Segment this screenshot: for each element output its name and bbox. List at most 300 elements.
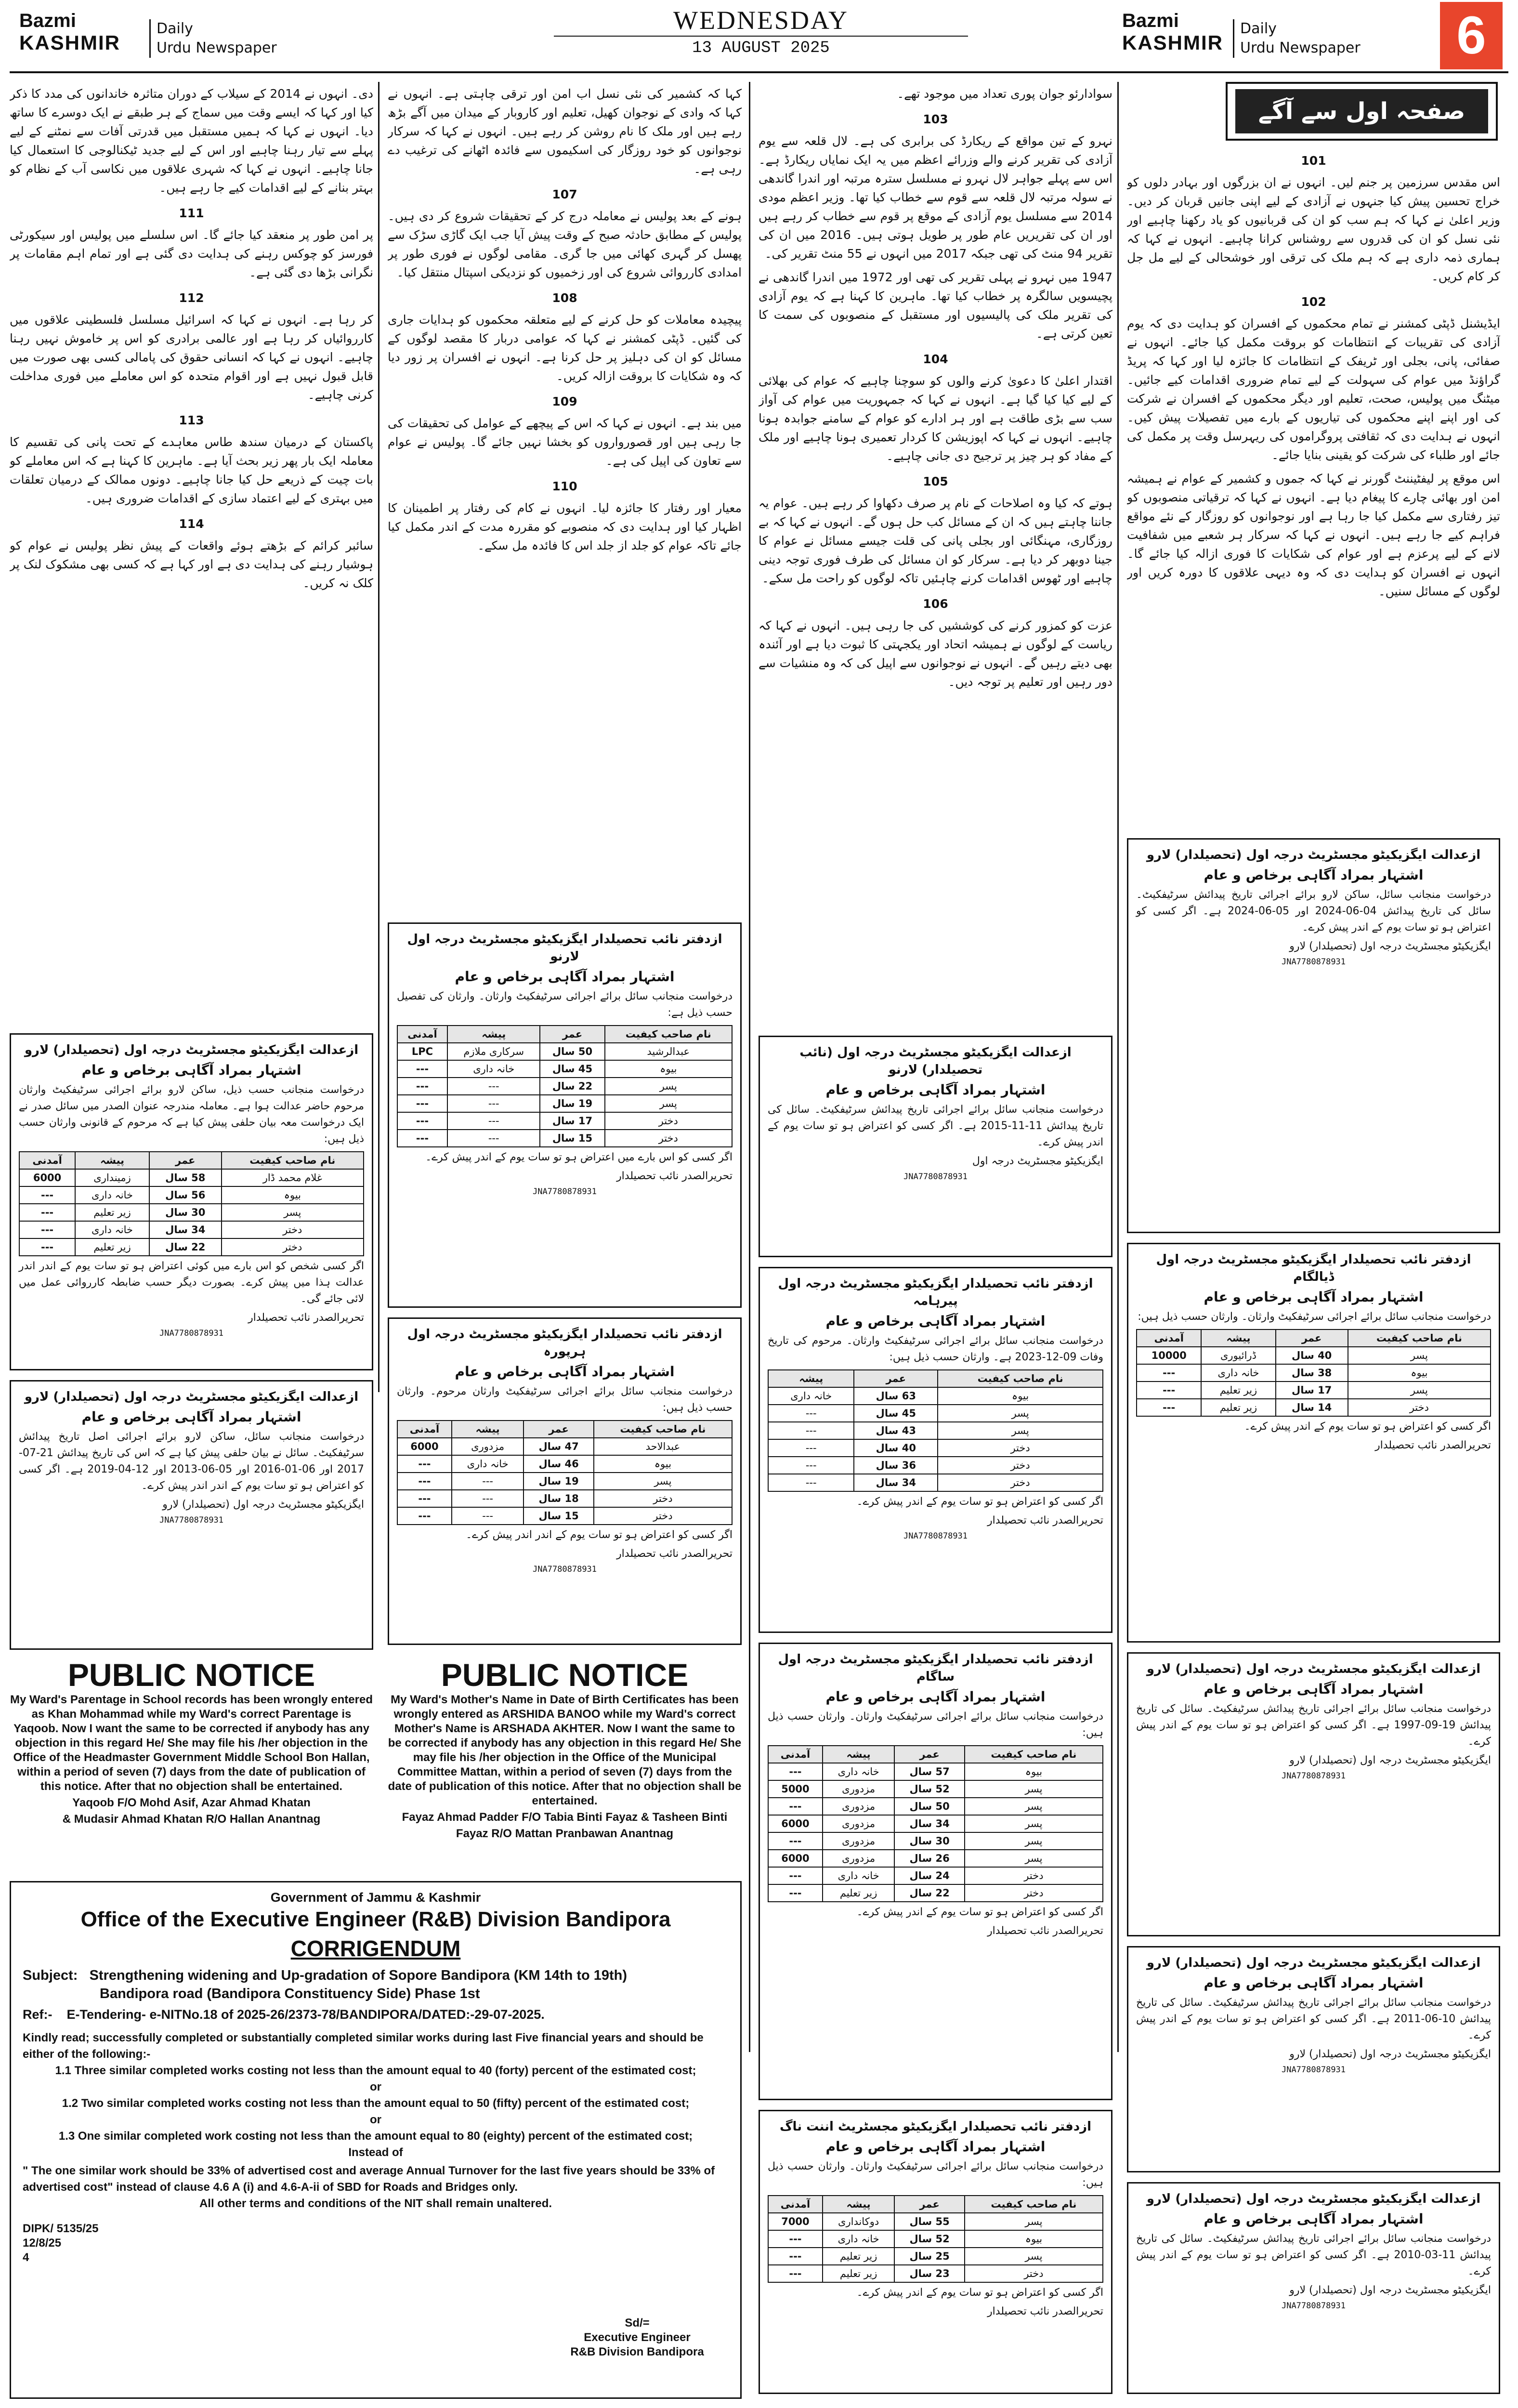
table-cell: 36 سال (854, 1457, 938, 1474)
table-cell: 25 سال (894, 2248, 965, 2265)
public-notice-body: My Ward's Mother's Name in Date of Birth Certificates has been wrongly entered as ARSHIDA BANOO while my Ward's correct Mother's Name is ARSHADA AKHTER. Now I want the same to be corrected if anybody has any objection in this regard He/ She may file his /her objection in the Office of the Municipal Committee Mattan, within a period of seven (7) days from the date of publication of this notice. After that no objection shall be entertained. (388, 1693, 742, 1807)
corr-title: CORRIGENDUM (290, 1936, 461, 1961)
corr-subject (23, 1966, 729, 2003)
notice-court: ازدفتر نائب تحصیلدار ایگزیکیٹو مجسٹریٹ اننت ناگ (779, 2119, 1092, 2134)
table-cell: بیوہ (594, 1455, 732, 1473)
table-header-cell: آمدنی (397, 1421, 452, 1438)
table-header-cell: نام صاحب کیفیت (965, 1746, 1103, 1763)
sub-line2: Urdu Newspaper (157, 39, 277, 56)
table-cell: بیوہ (605, 1060, 733, 1078)
table-cell: 52 سال (894, 2230, 965, 2248)
notice-body: درخواست منجانب سائل برائے اجرائی سرٹیفکیٹ وارثان مرحوم۔ وارثان حسب ذیل ہیں: (397, 1385, 733, 1414)
date-label: 13 AUGUST 2025 (692, 39, 830, 57)
table-row (397, 1473, 732, 1490)
notice-heading: اشتہار بمراد آگاہی برخاص و عام (81, 1409, 301, 1425)
story-paragraph: معیار اور رفتار کا جائزہ لیا۔ انہوں نے کام کی رفتار پر اطمینان کا اظہار کیا اور ہدایت دی کہ منصوبے کو مقررہ مدت کے اندر مکمل کیا جائے تاکہ عوام کو جلد از جلد اس کا فائدہ مل سکے۔ (388, 501, 742, 553)
public-notice-body: My Ward's Parentage in School records has been wrongly entered as Khan Mohammad while my Ward's correct Parentage is Yaqoob. Now I want the same to be corrected if anybody has any objection in this regard He/ She may file his /her objection in the Office of the Headmaster Government Middle School Bon Hallan, within a period of seven (7) days from the date of publication of this notice. After that no objection shall be entertained. (10, 1693, 373, 1793)
column-divider (749, 82, 750, 2052)
table-cell: مزدوری (452, 1438, 523, 1455)
story-number: 111 (179, 206, 204, 220)
table-row (768, 1387, 1103, 1405)
table-header-cell: پیشہ (768, 1370, 854, 1387)
table-row (768, 1832, 1103, 1850)
table-cell: 56 سال (149, 1186, 222, 1204)
notice-signature: ایگزیکیٹو مجسٹریٹ درجہ اول (تحصیلدار) لارو (1289, 2284, 1491, 2296)
table-cell: مزدوری (823, 1832, 894, 1850)
table-cell: پسر (605, 1095, 733, 1112)
table-cell: 6000 (768, 1815, 823, 1832)
table-cell: --- (768, 1422, 854, 1439)
table-cell: خانہ داری (75, 1186, 149, 1204)
table-cell: زیر تعلیم (823, 2265, 894, 2282)
sub-line1: Daily (157, 20, 193, 37)
notice-heading: اشتہار بمراد آگاہی برخاص و عام (455, 1364, 675, 1380)
table-header-cell: آمدنی (1137, 1329, 1201, 1347)
page-number: 6 (1440, 2, 1503, 69)
table-cell: بیوہ (1348, 1364, 1491, 1382)
table-cell: دختر (222, 1221, 364, 1238)
table-cell: 52 سال (894, 1780, 965, 1798)
table-header-row (1137, 1329, 1491, 1347)
story-number: 101 (1301, 154, 1326, 168)
column-4 (10, 84, 373, 1024)
story-paragraph: کر رہا ہے۔ انہوں نے کہا کہ اسرائیل مسلسل فلسطینی علاقوں میں کارروائیاں کر رہا ہے اور عالمی برادری کو اس پر خاموش نہیں رہنا چاہیے۔ انہوں نے کہا کہ انسانی حقوق کی پامالی کسی بھی صورت میں قابل قبول نہیں ہے اور اقوام متحدہ کو اس معاملے میں فوری مداخلت کرنی چاہیے۔ (10, 313, 373, 402)
table-header-cell: پیشہ (75, 1152, 149, 1169)
table-cell: --- (452, 1473, 523, 1490)
notice-footer: اگر کسی کو اعتراض ہو تو سات یوم کے اندر پیش کرے۔ (856, 1496, 1103, 1508)
table-cell: 50 سال (894, 1798, 965, 1815)
table-cell: پسر (594, 1473, 732, 1490)
notice-signature: تحریرالصدر نائب تحصیلدار (616, 1170, 733, 1182)
table-cell: دختر (965, 2265, 1103, 2282)
legal-notice (1127, 2182, 1500, 2394)
table-cell: خانہ داری (823, 2230, 894, 2248)
story-number: 114 (179, 517, 204, 531)
notice-heading: اشتہار بمراد آگاہی برخاص و عام (1204, 1289, 1424, 1305)
table-cell: --- (1137, 1382, 1201, 1399)
table-cell: 22 سال (894, 1884, 965, 1902)
table-row (768, 1405, 1103, 1422)
notice-signature: ایگزیکیٹو مجسٹریٹ درجہ اول (تحصیلدار) لارو (1289, 1754, 1491, 1766)
notice-court: ازدفتر نائب تحصیلدار ایگزیکیٹو مجسٹریٹ درجہ اول ساگام (778, 1652, 1093, 1684)
table-cell: 58 سال (149, 1169, 222, 1186)
table-cell: پسر (605, 1078, 733, 1095)
masthead-rule (10, 71, 1508, 73)
notice-court: ازعدالت ایگزیکیٹو مجسٹریٹ درجہ اول (نائب تحصیلدار) لارنو (799, 1045, 1072, 1077)
table-cell: خانہ داری (823, 1867, 894, 1884)
table-row (397, 1078, 732, 1095)
table-cell: خانہ داری (75, 1221, 149, 1238)
heirs-table (768, 1369, 1103, 1492)
table-cell: --- (768, 2230, 823, 2248)
table-row (768, 1867, 1103, 1884)
story-paragraph: پر امن طور پر منعقد کیا جائے گا۔ اس سلسلے میں پولیس اور سیکورٹی فورسز کو چوکس رہنے کی ہدایت دی گئی ہے اور تمام اہم مقامات پر نگرانی بڑھا دی گئی ہے۔ (10, 228, 373, 279)
corrigendum (10, 1881, 742, 2399)
story-number: 104 (923, 352, 948, 366)
table-cell: 46 سال (523, 1455, 594, 1473)
table-cell: دختر (222, 1238, 364, 1256)
notice-heading: اشتہار بمراد آگاہی برخاص و عام (1204, 1681, 1424, 1697)
table-cell: عبدالاحد (594, 1438, 732, 1455)
table-header-row (768, 2196, 1103, 2213)
table-cell: --- (397, 1507, 452, 1525)
corr-intro: Kindly read; successfully completed or substantially completed similar works during last Five financial years and should be either of the following:- (23, 2031, 704, 2061)
story-paragraph: میں بند ہے۔ انہوں نے کہا کہ اس کے پیچھے کے عوامل کی تحقیقات کی جا رہی ہیں اور قصورواروں کو بخشا نہیں جائے گا۔ پولیس نے عوام سے تعاون کی اپیل کی ہے۔ (388, 416, 742, 468)
table-header-cell: پیشہ (1201, 1329, 1275, 1347)
notice-code: JNA7780878931 (1281, 2301, 1346, 2311)
table-row (397, 1060, 732, 1078)
corr-ref-text: E-Tendering- e-NITNo.18 of 2025-26/2373-78/BANDIPORA/DATED:-29-07-2025. (66, 2007, 545, 2022)
notice-heading: اشتہار بمراد آگاہی برخاص و عام (825, 1082, 1046, 1098)
table-row (768, 1457, 1103, 1474)
table-row (768, 2213, 1103, 2230)
table-cell: --- (447, 1078, 540, 1095)
table-cell: --- (19, 1204, 75, 1221)
table-cell: --- (397, 1455, 452, 1473)
story-paragraph: سوادارئو جوان پوری تعداد میں موجود تھے۔ (897, 87, 1112, 101)
table-cell: زمینداری (75, 1169, 149, 1186)
table-cell: 30 سال (894, 1832, 965, 1850)
table-row (768, 2265, 1103, 2282)
table-cell: 19 سال (523, 1473, 594, 1490)
table-row (397, 1438, 732, 1455)
table-cell: خانہ داری (447, 1060, 540, 1078)
legal-notice (1127, 838, 1500, 1233)
legal-notice (759, 1267, 1112, 1633)
notice-body: درخواست منجانب سائل برائے اجرائی تاریخ پیدائش سرٹیفکیٹ۔ سائل کی تاریخ پیدائش 11-03-2010 ہے۔ اگر کسی کو اعتراض ہو تو سات یوم کے اندر پیش کرے۔ (1136, 2233, 1491, 2277)
corr-unaltered: All other terms and conditions of the NIT shall remain unaltered. (199, 2197, 552, 2210)
notice-code: JNA7780878931 (1281, 2065, 1346, 2075)
notice-code: JNA7780878931 (532, 1187, 597, 1197)
table-cell: 45 سال (540, 1060, 604, 1078)
public-notice-sign: Fayaz Ahmad Padder F/O Tabia Binti Fayaz & Tasheen Binti (402, 1811, 728, 1824)
table-cell: 14 سال (1276, 1399, 1348, 1416)
table-cell: خانہ داری (768, 1387, 854, 1405)
table-row (19, 1238, 364, 1256)
table-cell: --- (768, 2248, 823, 2265)
story-number: 106 (923, 597, 948, 611)
sub-line2-right: Urdu Newspaper (1240, 39, 1361, 56)
table-header-row (768, 1746, 1103, 1763)
corr-or: or (370, 2080, 381, 2093)
table-header-cell: عمر (894, 2196, 965, 2213)
table-cell: --- (768, 1884, 823, 1902)
table-cell: بیوہ (938, 1387, 1103, 1405)
table-cell: پسر (938, 1422, 1103, 1439)
notice-heading: اشتہار بمراد آگاہی برخاص و عام (825, 2139, 1046, 2155)
legal-notice (1127, 1243, 1500, 1643)
table-cell: --- (768, 1405, 854, 1422)
table-cell: مزدوری (823, 1815, 894, 1832)
story-paragraph: اس مقدس سرزمین پر جنم لیں۔ انہوں نے ان بزرگوں اور بہادر دلوں کو خراج تحسین پیش کیا جنہوں نے آزادی کے لیے اپنی جانیں قربان کر دیں۔ وزیر اعلیٰ نے کہا کہ ہم سب کو ان کی قربانیوں کو یاد رکھنا چاہیے اور نئی نسل کو ان کی قدروں سے روشناس کرانا چاہیے۔ انہوں نے کہا کہ ہماری ذمہ داری ہے کہ ہم ملک کی ترقی اور خوشحالی کے لیے مل جل کر کام کریں۔ (1127, 175, 1500, 283)
notice-court: ازدفتر نائب تحصیلدار ایگزیکیٹو مجسٹریٹ درجہ اول ڈیالگام (1156, 1252, 1471, 1284)
notice-footer: اگر کسی کو اعتراض ہو تو سات یوم کے اندر اندر پیش کرے۔ (466, 1529, 733, 1541)
table-header-cell: نام صاحب کیفیت (1348, 1329, 1491, 1347)
table-cell: 23 سال (894, 2265, 965, 2282)
story-number: 109 (552, 395, 577, 408)
legal-notice (759, 1643, 1112, 2100)
table-row (1137, 1347, 1491, 1364)
notice-court: ازدفتر نائب تحصیلدار ایگزیکیٹو مجسٹریٹ درجہ اول ہرپورہ (407, 1327, 722, 1359)
table-header-cell: نام صاحب کیفیت (938, 1370, 1103, 1387)
table-cell: --- (768, 1867, 823, 1884)
table-row (768, 1422, 1103, 1439)
table-row (19, 1169, 364, 1186)
table-row (19, 1221, 364, 1238)
notice-court: ازدفتر نائب تحصیلدار ایگزیکیٹو مجسٹریٹ درجہ اول پیرہامہ (778, 1276, 1093, 1308)
story-paragraph: اقتدار اعلیٰ کا دعویٰ کرنے والوں کو سوچنا چاہیے کہ عوام کی بھلائی کے لیے کیا کیا گیا ہے۔ انہوں نے کہا کہ جمہوریت میں عوام کی آواز سب سے بڑی طاقت ہے اور ہر ادارے کو عوام کے سامنے جوابدہ ہونا چاہیے۔ انہوں نے کہا کہ اپوزیشن کا کردار تعمیری ہونا چاہیے اور ملک کے مفاد کو ہر چیز پر ترجیح دی جانی چاہیے۔ (759, 374, 1112, 463)
corr-office: Office of the Executive Engineer (R&B) Division Bandipora (80, 1908, 671, 1931)
notice-body: درخواست منجانب سائل برائے اجرائی تاریخ پیدائش سرٹیفکیٹ۔ سائل کی تاریخ پیدائش 19-09-1997 ہے۔ اگر کسی کو اعتراض ہو تو سات یوم کے اندر پیش کرے۔ (1136, 1703, 1491, 1748)
table-cell: زیر تعلیم (75, 1238, 149, 1256)
sub-line1-right: Daily (1240, 20, 1277, 37)
table-cell: 40 سال (1276, 1347, 1348, 1364)
corr-quote: " The one similar work should be 33% of advertised cost and average Annual Turnover for the last five years should be 33% of advertised cost" instead of clause 4.6 A (i) and 4.6-A-ii of SBD for Roads and Bridges only. (23, 2164, 715, 2194)
table-cell: --- (768, 1439, 854, 1457)
story-number: 105 (923, 474, 948, 488)
notice-footer: اگر کسی کو اس بارے میں اعتراض ہو تو سات یوم کے اندر پیش کرے۔ (425, 1151, 733, 1163)
table-row (768, 1815, 1103, 1832)
table-cell: دختر (938, 1457, 1103, 1474)
table-cell: غلام محمد ڈار (222, 1169, 364, 1186)
corr-sd: Sd/= (625, 2316, 650, 2329)
public-notice-title: PUBLIC NOTICE (441, 1657, 689, 1693)
table-cell: پسر (965, 1798, 1103, 1815)
story-paragraph: پاکستان کے درمیان سندھ طاس معاہدے کے تحت پانی کی تقسیم کا معاملہ ایک بار پھر زیر بحث آیا ہے۔ ماہرین کا کہنا ہے کہ اس معاملے کو بات چیت کے ذریعے حل کیا جانا چاہیے۔ دونوں ممالک کے درمیان تعلقات میں بہتری کے لیے اعتماد سازی کے اقدامات ضروری ہیں۔ (10, 435, 373, 505)
story-paragraph: ہوتے کہ کیا وہ اصلاحات کے نام پر صرف دکھاوا کر رہے ہیں۔ عوام یہ جاننا چاہتے ہیں کہ ان کے مسائل کب حل ہوں گے۔ انہوں نے کہا کہ بے روزگاری، مہنگائی اور بجلی پانی کی قلت جیسے مسائل نے عوام کا جینا دوبھر کر دیا ہے۔ سرکار کو ان مسائل کی طرف فوری توجہ دینی چاہیے اور ٹھوس اقدامات کرنے چاہئیں تاکہ لوگوں کو راحت مل سکے۔ (759, 496, 1112, 585)
notice-footer: اگر کسی شخص کو اس بارے میں کوئی اعتراض ہو تو سات یوم کے اندر اندر عدالت ہذا میں پیش کرے۔ بصورت دیگر حسب ضابطہ کارروائی عمل میں لائی جائے گی۔ (19, 1260, 364, 1305)
table-cell: 7000 (768, 2213, 823, 2230)
table-cell: پسر (965, 1815, 1103, 1832)
table-cell: 47 سال (523, 1438, 594, 1455)
table-cell: دختر (965, 1867, 1103, 1884)
table-cell: دختر (605, 1130, 733, 1147)
table-cell: 17 سال (1276, 1382, 1348, 1399)
table-header-cell: پیشہ (447, 1026, 540, 1043)
corr-signature (550, 2316, 724, 2359)
table-cell: 34 سال (854, 1474, 938, 1491)
table-cell: 40 سال (854, 1439, 938, 1457)
story-paragraph: ہونے کے بعد پولیس نے معاملہ درج کر کے تحقیقات شروع کر دی ہیں۔ پولیس کے مطابق حادثہ صبح کے وقت پیش آیا جب ایک گاڑی سڑک سے پھسل کر گہری کھائی میں جا گری۔ مقامی لوگوں نے فوری طور پر امدادی کارروائی شروع کی اور زخمیوں کو نزدیکی اسپتال منتقل کیا۔ (388, 209, 742, 279)
masthead-right (1122, 10, 1411, 67)
masthead-left (19, 10, 308, 67)
notice-body: درخواست منجانب سائل برائے اجرائی تاریخ پیدائش سرٹیفکیٹ۔ سائل کی تاریخ پیدائش 11-11-2015 ہے۔ اگر کسی کو اعتراض ہو تو سات یوم کے اندر پیش کرے۔ (768, 1104, 1103, 1148)
notice-body: درخواست منجانب سائل برائے اجرائی سرٹیفکیٹ وارثان۔ وارثان حسب ذیل ہیں: (1138, 1311, 1491, 1323)
table-cell: سرکاری ملازم (447, 1043, 540, 1060)
table-row (768, 1763, 1103, 1780)
table-row (397, 1130, 732, 1147)
table-cell: --- (19, 1186, 75, 1204)
table-row (397, 1043, 732, 1060)
table-cell: ڈرائیوری (1201, 1347, 1275, 1364)
table-cell: 6000 (397, 1438, 452, 1455)
notice-signature: ایگزیکیٹو مجسٹریٹ درجہ اول (972, 1155, 1103, 1167)
column-1 (1127, 145, 1500, 829)
table-header-cell: نام صاحب کیفیت (222, 1152, 364, 1169)
table-header-cell: پیشہ (452, 1421, 523, 1438)
table-row (768, 1780, 1103, 1798)
story-paragraph: دی۔ انہوں نے 2014 کے سیلاب کے دوران متاثرہ خاندانوں کی مدد کا ذکر کیا اور کہا کہ ایسے وقت میں سماج کے ہر طبقے نے ایک دوسرے کا ساتھ دیا۔ انہوں نے کہا کہ ہمیں مستقبل میں قدرتی آفات سے نمٹنے کے لیے پہلے سے تیار رہنا چاہیے اور اس کے لیے جدید ٹیکنالوجی کا استعمال کیا جانا چاہیے۔ انہوں نے کہا کہ شہری علاقوں میں نکاسی آب کے نظام کو بہتر بنانے کے لیے اقدامات کیے جا رہے ہیں۔ (10, 87, 373, 195)
table-header-row (19, 1152, 364, 1169)
masthead-date (554, 5, 968, 63)
table-row (397, 1095, 732, 1112)
legal-notice (1127, 1652, 1500, 1936)
table-header-cell: آمدنی (19, 1152, 75, 1169)
table-row (1137, 1399, 1491, 1416)
notice-body: درخواست منجانب سائل برائے اجرائی سرٹیفکیٹ وارثان۔ وارثان حسب ذیل ہیں: (768, 1711, 1103, 1739)
notice-court: ازعدالت ایگزیکیٹو مجسٹریٹ درجہ اول (تحصیلدار) لارو (1146, 848, 1481, 862)
story-paragraph: پیچیدہ معاملات کو حل کرنے کے لیے متعلقہ محکموں کو ہدایات جاری کی گئیں۔ ڈپٹی کمشنر نے کہا کہ عوامی دربار کا مقصد لوگوں کے مسائل کو ان کی دہلیز پر حل کرنا ہے۔ انہوں نے افسران پر زور دیا کہ وہ شکایات کا بروقت ازالہ کریں۔ (388, 313, 742, 383)
table-cell: دختر (605, 1112, 733, 1130)
table-cell: --- (768, 1798, 823, 1815)
table-cell: 55 سال (894, 2213, 965, 2230)
table-cell: 24 سال (894, 1867, 965, 1884)
table-header-cell: نام صاحب کیفیت (965, 2196, 1103, 2213)
notice-signature: تحریرالصدر نائب تحصیلدار (616, 1548, 733, 1560)
table-cell: دختر (965, 1884, 1103, 1902)
table-cell: دختر (1348, 1399, 1491, 1416)
heirs-table (768, 2195, 1103, 2283)
table-header-cell: عمر (149, 1152, 222, 1169)
notice-footer: اگر کسی کو اعتراض ہو تو سات یوم کے اندر پیش کرے۔ (856, 2287, 1103, 2299)
table-cell: مزدوری (823, 1850, 894, 1867)
table-header-cell: نام صاحب کیفیت (594, 1421, 732, 1438)
story-number: 103 (923, 112, 948, 126)
table-cell: دختر (594, 1490, 732, 1507)
corr-copies: 4 (23, 2251, 29, 2264)
table-cell: 17 سال (540, 1112, 604, 1130)
table-row (768, 1884, 1103, 1902)
table-cell: --- (1137, 1364, 1201, 1382)
story-paragraph: اس موقع پر لیفٹیننٹ گورنر نے کہا کہ جموں و کشمیر کے عوام نے ہمیشہ امن اور بھائی چارے کا پیغام دیا ہے۔ انہوں نے کہا کہ ترقیاتی منصوبوں کو تیز رفتاری سے مکمل کیا جا رہا ہے اور نوجوانوں کو روزگار کے نئے مواقع فراہم کیے جا رہے ہیں۔ انہوں نے کہا کہ سرکار ہر شعبے میں شفافیت لانے کے لیے پرعزم ہے اور عوام کی شکایات کا فوری ازالہ کیا جائے گا۔ انہوں نے افسران کو ہدایت دی کہ وہ دیہی علاقوں کا دورہ کریں اور لوگوں کے مسائل سنیں۔ (1127, 472, 1500, 598)
public-notice-sign: Fayaz R/O Mattan Pranbawan Anantnag (456, 1827, 674, 1840)
table-row (397, 1490, 732, 1507)
corr-subject-line1: Strengthening widening and Up-gradation of Sopore Bandipora (KM 14th to 19th) (89, 1968, 628, 1983)
table-row (19, 1186, 364, 1204)
table-cell: پسر (965, 2248, 1103, 2265)
table-header-cell: آمدنی (768, 1746, 823, 1763)
table-cell: بیوہ (222, 1186, 364, 1204)
table-cell: 43 سال (854, 1422, 938, 1439)
notice-court: ازعدالت ایگزیکیٹو مجسٹریٹ درجہ اول (تحصیلدار) لارو (1146, 1956, 1481, 1970)
notice-body: درخواست منجانب سائل برائے اجرائی سرٹیفکیٹ وارثان۔ وارثان کی تفصیل حسب ذیل ہے: (397, 990, 733, 1019)
corr-date: 12/8/25 (23, 2237, 62, 2250)
table-cell: --- (397, 1490, 452, 1507)
table-cell: --- (768, 1474, 854, 1491)
table-header-cell: آمدنی (768, 2196, 823, 2213)
table-cell: زیر تعلیم (1201, 1399, 1275, 1416)
table-cell: خانہ داری (1201, 1364, 1275, 1382)
table-cell: --- (19, 1238, 75, 1256)
story-paragraph: نہرو کے تین مواقع کے ریکارڈ کی برابری کی ہے۔ لال قلعہ سے یوم آزادی کی تقریر کرنے والے وزرائے اعظم میں یہ ایک نمایاں ریکارڈ ہے۔ اس سے پہلے جواہر لال نہرو نے مسلسل سترہ مرتبہ اور اندرا گاندھی نے سولہ مرتبہ لال قلعہ سے قوم سے خطاب کیا تھا۔ وزیر اعظم مودی 2014 سے مسلسل یوم آزادی کے موقع پر قوم سے خطاب کر رہے ہیں اور ان کی تقریریں عام طور پر طویل ہوتی ہیں۔ 2016 میں ان کی تقریر 94 منٹ کی تھی جبکہ 2017 میں انہوں نے 55 منٹ تقریر کی۔ (759, 134, 1112, 261)
table-header-cell: پیشہ (823, 1746, 894, 1763)
corr-sign2: R&B Division Bandipora (570, 2345, 704, 2358)
public-notice-1 (10, 1657, 373, 1874)
table-cell: پسر (965, 2213, 1103, 2230)
story-number: 107 (552, 187, 577, 201)
table-cell: 45 سال (854, 1405, 938, 1422)
notice-code: JNA7780878931 (159, 1329, 224, 1338)
public-notice-2 (388, 1657, 742, 1874)
brand-line1: Bazmi (19, 10, 76, 31)
table-cell: 34 سال (894, 1815, 965, 1832)
notice-signature: تحریرالصدر نائب تحصیلدار (1375, 1439, 1491, 1451)
table-cell: 34 سال (149, 1221, 222, 1238)
table-cell: 38 سال (1276, 1364, 1348, 1382)
notice-body: درخواست منجانب سائل برائے اجرائی سرٹیفکیٹ وارثان۔ وارثان حسب ذیل ہیں: (768, 2160, 1103, 2189)
table-cell: دختر (938, 1474, 1103, 1491)
table-cell: پسر (965, 1850, 1103, 1867)
table-row (397, 1112, 732, 1130)
heirs-table (397, 1025, 733, 1147)
brand-line2: KASHMIR (19, 31, 120, 54)
table-row (397, 1507, 732, 1525)
corr-option: 1.1 Three similar completed works costing not less than the amount equal to 40 (forty) percent of the estimated cost; (55, 2064, 696, 2077)
table-cell: 30 سال (149, 1204, 222, 1221)
table-header-cell: پیشہ (823, 2196, 894, 2213)
corr-option: 1.2 Two similar completed works costing not less than the amount equal to 50 (fifty) percent of the estimated cost; (62, 2097, 690, 2110)
table-cell: زیر تعلیم (75, 1204, 149, 1221)
table-cell: --- (447, 1112, 540, 1130)
table-cell: --- (397, 1473, 452, 1490)
table-row (1137, 1382, 1491, 1399)
table-cell: پسر (965, 1832, 1103, 1850)
notice-heading: اشتہار بمراد آگاہی برخاص و عام (1204, 2211, 1424, 2227)
table-cell: 22 سال (540, 1078, 604, 1095)
notice-court: ازدفتر نائب تحصیلدار ایگزیکیٹو مجسٹریٹ درجہ اول لارنو (407, 932, 722, 964)
column-2 (759, 84, 1112, 1026)
table-cell: 22 سال (149, 1238, 222, 1256)
table-cell: دختر (938, 1439, 1103, 1457)
notice-heading: اشتہار بمراد آگاہی برخاص و عام (825, 1689, 1046, 1705)
table-cell: 5000 (768, 1780, 823, 1798)
table-cell: --- (768, 1457, 854, 1474)
column-3 (388, 84, 742, 913)
table-header-row (768, 1370, 1103, 1387)
table-cell: 19 سال (540, 1095, 604, 1112)
public-notice-sign: & Mudasir Ahmad Khatan R/O Hallan Anantnag (62, 1813, 321, 1826)
legal-notice (388, 1317, 742, 1645)
notice-body: درخواست منجانب حسب ذیل، ساکن لارو برائے اجرائی سرٹیفکیٹ وارثان مرحوم حاضر عدالت ہوا ہے۔ معاملہ مندرجہ عنوان الصدر میں سائل صدر نے ایک درخواست معہ بیان حلفی پیش کیا ہے کہ مرحوم کے قانونی وارثان حسب ذیل ہیں: (19, 1084, 364, 1145)
heirs-table (1136, 1329, 1491, 1417)
table-cell: زیر تعلیم (823, 2248, 894, 2265)
table-cell: خانہ داری (823, 1763, 894, 1780)
story-number: 110 (552, 479, 577, 493)
brand-line2-right: KASHMIR (1122, 31, 1223, 54)
table-header-cell: عمر (540, 1026, 604, 1043)
table-row (397, 1455, 732, 1473)
table-header-cell: عمر (523, 1421, 594, 1438)
table-cell: 10000 (1137, 1347, 1201, 1364)
masthead-sub-right (1233, 19, 1361, 58)
table-cell: عبدالرشید (605, 1043, 733, 1060)
notice-heading: اشتہار بمراد آگاہی برخاص و عام (1204, 867, 1424, 883)
table-cell: --- (397, 1112, 447, 1130)
table-cell: --- (768, 2265, 823, 2282)
table-cell: --- (447, 1130, 540, 1147)
table-header-cell: آمدنی (397, 1026, 447, 1043)
corr-dipk: DIPK/ 5135/25 (23, 2222, 99, 2235)
story-paragraph: کہا کہ کشمیر کی نئی نسل اب امن اور ترقی چاہتی ہے۔ انہوں نے کہا کہ وادی کے نوجوان کھیل، تعلیم اور کاروبار کے میدان میں آگے بڑھ رہے ہیں اور ملک کا نام روشن کر رہے ہیں۔ انہوں نے کہا کہ سرکار نوجوانوں کو خود روزگار کی اسکیموں سے فائدہ اٹھانے کی ترغیب دے رہی ہے۔ (388, 87, 742, 176)
column-divider (1117, 82, 1119, 2052)
corr-ref-label: Ref:- (23, 2007, 52, 2022)
table-cell: --- (768, 1763, 823, 1780)
notice-signature: ایگزیکیٹو مجسٹریٹ درجہ اول (تحصیلدار) لارو (162, 1499, 364, 1511)
legal-notice (10, 1380, 373, 1650)
notice-heading: اشتہار بمراد آگاہی برخاص و عام (81, 1062, 301, 1078)
table-row (768, 1798, 1103, 1815)
day-label: WEDNESDAY (554, 5, 968, 37)
